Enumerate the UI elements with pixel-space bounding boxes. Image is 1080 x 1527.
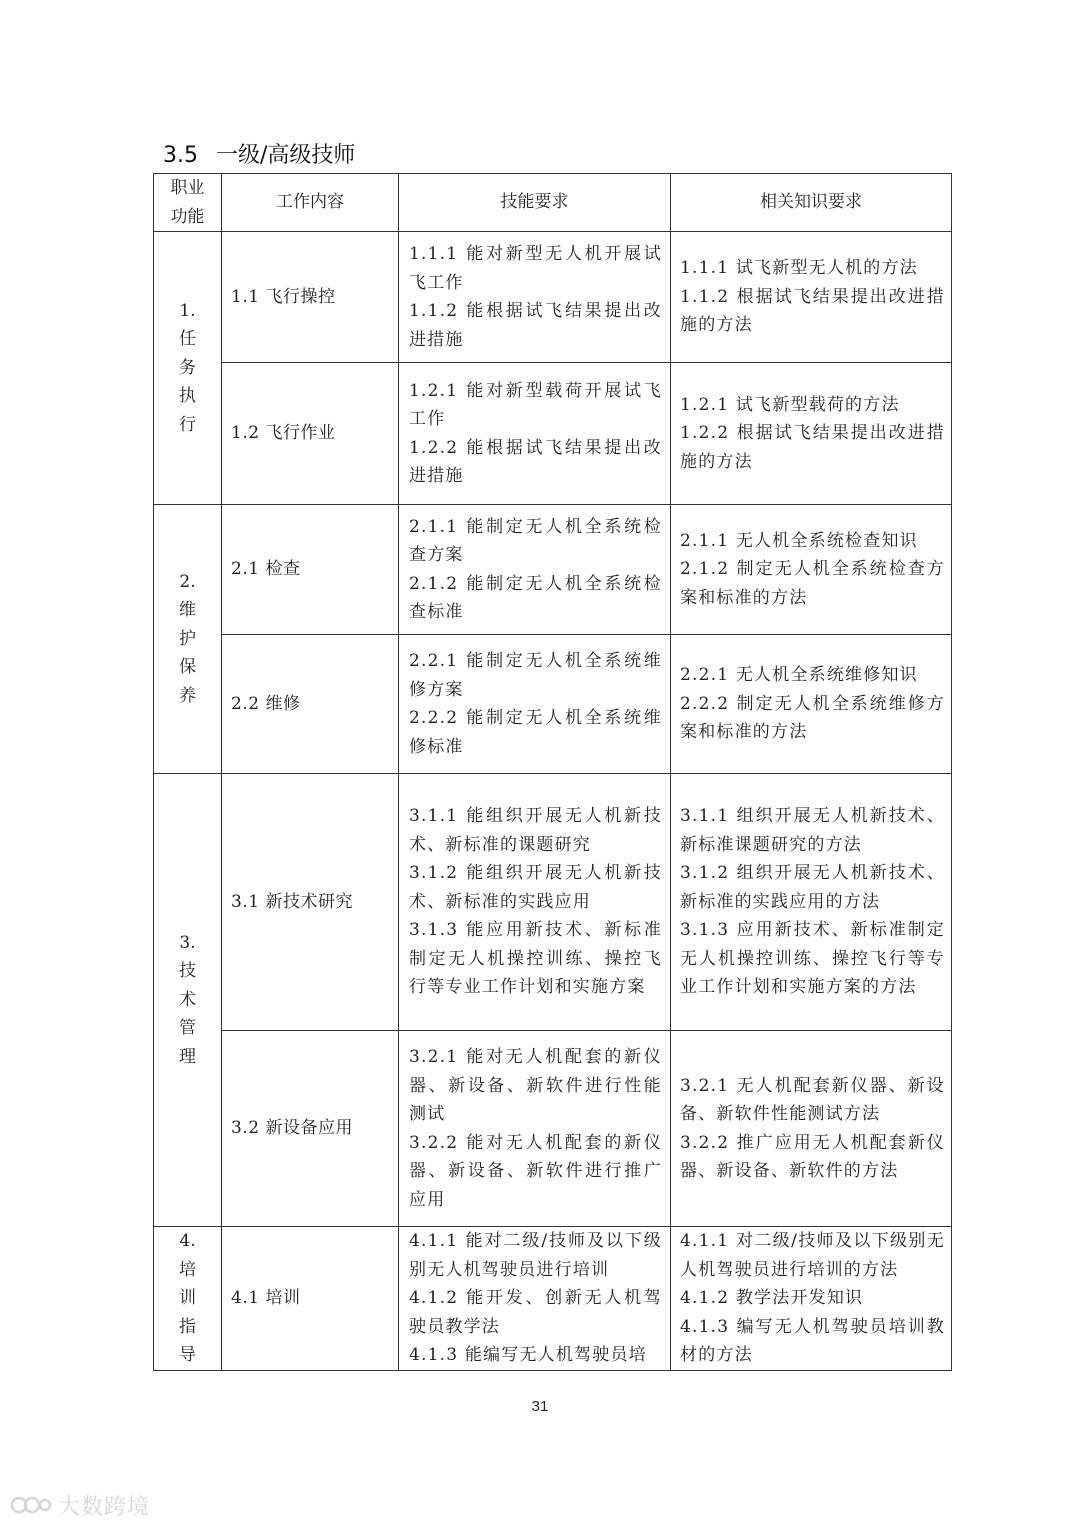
- skill-requirement-cell: [399, 1031, 671, 1227]
- knowledge-item: 2.2.2 制定无人机全系统维修方案和标准的方法: [680, 693, 945, 743]
- table-row: [154, 774, 952, 1031]
- work-content-cell: 1.2 飞行作业: [222, 363, 399, 505]
- skill-item: 4.1.1 能对二级/技师及以下级别无人机驾驶员进行培训: [409, 1231, 662, 1280]
- skill-item: 2.2.2 能制定无人机全系统维修标准: [409, 708, 662, 757]
- skill-item: 2.1.1 能制定无人机全系统检查方案: [409, 516, 662, 565]
- knowledge-item: 3.1.3 应用新技术、新标准制定无人机操控训练、操控飞行等专业工作计划和实施方案的方法: [680, 920, 945, 998]
- knowledge-item: 2.2.1 无人机全系统维修知识: [680, 665, 918, 686]
- knowledge-requirement-cell: [671, 1031, 952, 1227]
- knowledge-item: 1.2.2 根据试飞结果提出改进措施的方法: [680, 423, 945, 472]
- knowledge-item: 3.1.1 组织开展无人机新技术、新标准课题研究的方法: [680, 806, 945, 855]
- header-skill: 技能要求: [399, 174, 671, 232]
- table-row: [154, 232, 952, 363]
- knowledge-item: 2.1.2 制定无人机全系统检查方案和标准的方法: [680, 559, 945, 608]
- knowledge-item: 3.2.1 无人机配套新仪器、新设备、新软件性能测试方法: [680, 1075, 945, 1124]
- skill-item: 3.1.3 能应用新技术、新标准制定无人机操控训练、操控飞行等专业工作计划和实施方案: [409, 920, 662, 998]
- function-cell: 1.任务执行: [154, 232, 222, 505]
- work-content-cell: 2.2 维修: [222, 635, 399, 774]
- knowledge-item: 4.1.3 编写无人机驾驶员培训教材的方法: [680, 1316, 945, 1365]
- skill-item: 1.1.1 能对新型无人机开展试飞工作: [409, 244, 662, 293]
- knowledge-requirement-cell: [671, 1227, 952, 1371]
- knowledge-item: 3.2.2 推广应用无人机配套新仪器、新设备、新软件的方法: [680, 1132, 945, 1181]
- work-content-cell: 3.2 新设备应用: [222, 1031, 399, 1227]
- page-number: 31: [531, 1398, 549, 1415]
- function-cell: 3.技术管理: [154, 774, 222, 1227]
- knowledge-item: 1.2.1 试飞新型载荷的方法: [680, 394, 900, 415]
- skill-item: 2.2.1 能制定无人机全系统维修方案: [409, 651, 662, 700]
- function-cell: 2.维护保养: [154, 505, 222, 774]
- knowledge-item: 1.1.2 根据试飞结果提出改进措施的方法: [680, 286, 945, 336]
- knowledge-item: 1.1.1 试飞新型无人机的方法: [680, 258, 918, 279]
- section-heading: [163, 138, 355, 169]
- skill-item: 1.2.1 能对新型载荷开展试飞工作: [409, 380, 662, 429]
- watermark-text: 大数跨境: [58, 1494, 151, 1520]
- work-content-cell: 4.1 培训: [222, 1227, 399, 1371]
- skill-requirements-table: [153, 173, 952, 1371]
- knowledge-item: 4.1.1 对二级/技师及以下级别无人机驾驶员进行培训的方法: [680, 1231, 945, 1280]
- skill-requirement-cell: [399, 774, 671, 1031]
- skill-requirement-cell: [399, 363, 671, 505]
- function-cell: 4.培训指导: [154, 1227, 222, 1371]
- skill-item: 3.1.2 能组织开展无人机新技术、新标准的实践应用: [409, 863, 662, 912]
- knowledge-requirement-cell: [671, 505, 952, 635]
- skill-item: 3.2.1 能对无人机配套的新仪器、新设备、新软件进行性能测试: [409, 1047, 662, 1124]
- work-content-cell: 3.1 新技术研究: [222, 774, 399, 1031]
- table-header-row: [154, 174, 952, 232]
- work-content-cell: 2.1 检查: [222, 505, 399, 635]
- knowledge-requirement-cell: [671, 232, 952, 363]
- knowledge-requirement-cell: [671, 774, 952, 1031]
- watermark: [10, 1490, 150, 1520]
- table-row: [154, 505, 952, 635]
- section-title: 一级/高级技师: [216, 143, 356, 168]
- skill-item: 1.2.2 能根据试飞结果提出改进措施: [409, 437, 662, 486]
- header-knowledge: 相关知识要求: [671, 174, 952, 232]
- header-content: 工作内容: [222, 174, 399, 232]
- knowledge-item: 4.1.2 教学法开发知识: [680, 1288, 864, 1308]
- work-content-cell: 1.1 飞行操控: [222, 232, 399, 363]
- skill-item: 4.1.3 能编写无人机驾驶员培: [409, 1345, 647, 1365]
- knowledge-requirement-cell: [671, 363, 952, 505]
- watermark-logo-icon: [10, 1493, 52, 1517]
- skill-requirement-cell: [399, 505, 671, 635]
- header-function: 职业功能: [154, 174, 222, 232]
- table-row: [154, 363, 952, 505]
- knowledge-item: 2.1.1 无人机全系统检查知识: [680, 530, 918, 551]
- skill-requirement-cell: [399, 635, 671, 774]
- section-number: 3.5: [163, 143, 198, 168]
- table-row: [154, 1227, 952, 1371]
- skill-item: 4.1.2 能开发、创新无人机驾驶员教学法: [409, 1288, 662, 1337]
- skill-item: 3.2.2 能对无人机配套的新仪器、新设备、新软件进行推广应用: [409, 1132, 662, 1210]
- skill-requirement-cell: [399, 232, 671, 363]
- skill-requirement-cell: [399, 1227, 671, 1371]
- table-row: [154, 635, 952, 774]
- skill-item: 2.1.2 能制定无人机全系统检查标准: [409, 573, 662, 622]
- skill-item: 1.1.2 能根据试飞结果提出改进措施: [409, 301, 662, 350]
- knowledge-requirement-cell: [671, 635, 952, 774]
- knowledge-item: 3.1.2 组织开展无人机新技术、新标准的实践应用的方法: [680, 863, 945, 912]
- table-row: [154, 1031, 952, 1227]
- skill-item: 3.1.1 能组织开展无人机新技术、新标准的课题研究: [409, 806, 662, 855]
